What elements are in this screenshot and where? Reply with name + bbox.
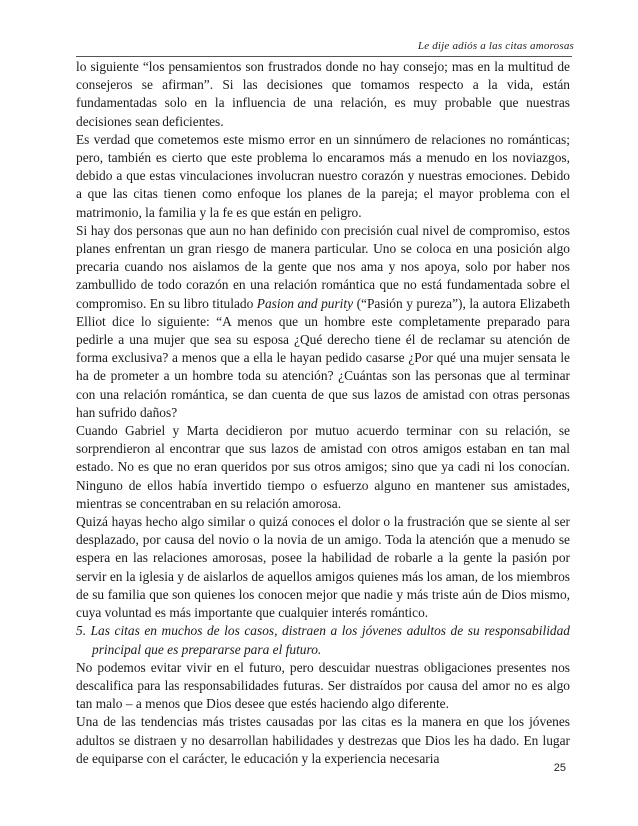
paragraph: Quizá hayas hecho algo similar o quizá conoces el dolor o la frustración que se siente al ser desplazado, por causa del novio o la novia de un amigo. Toda la atención que a menudo se espera en las relaciones amorosas, posee la habilidad de robarle a la gente la pasión por servir en la iglesia y de aislarlos de aquellos amigos quienes más los aman, de los miembros de su familia que son quienes los conocen mejor que nadie y más triste aún de Dios mismo, cuya voluntad es más importante que cualquier interés romántico. (76, 514, 570, 621)
paragraph: Una de las tendencias más tristes causadas por las citas es la manera en que los jóvenes adultos se distraen y no desarrollan habilidades y destrezas que Dios les ha dado. En lugar de equiparse con el carácter, le educación y la experiencia necesaria (76, 714, 570, 766)
header-divider (76, 56, 572, 57)
book-title: Pasion and purity (256, 295, 354, 311)
paragraph: Cuando Gabriel y Marta decidieron por mutuo acuerdo terminar con su relación, se sorprendieron al encontrar que sus lazos de amistad con otros amigos estaban en tan mal estado. No es que no eran queridos por sus otros amigos; sino que ya cadi ni los conocían. Ninguno de ellos había invertido tiempo o esfuerzo alguno en mantener sus amistades, mientras se concentraban en su relación amorosa. (76, 423, 570, 511)
section-heading: 5. Las citas en muchos de los casos, distraen a los jóvenes adultos de su responsabilidad principal que es prepararse para el futuro. (76, 623, 570, 657)
paragraph: lo siguiente “los pensamientos son frustrados donde no hay consejo; mas en la multitud de consejeros se afirman”. Si las decisiones que tomamos respecto a la vida, están fundamentadas solo en la influencia de una relación, es muy probable que nuestras decisiones sean deficientes. (76, 59, 570, 129)
paragraph (76, 222, 570, 422)
page-number: 25 (553, 762, 566, 774)
paragraph-text: (“Pasión y pureza”), la autora Elizabeth Elliot dice lo siguiente: “A menos que un hombre este completamente preparado para pedirle a una mujer que sea su esposa ¿Qué derecho tiene él de reclamar su atención de forma exclusiva? a menos que a ella le hayan pedido casarse ¿Por qué una mujer sensata le ha de prometer a un hombre toda su atención? ¿Cuántas son las personas que al terminar con una relación romántica, se dan cuenta de que sus lazos de amistad con otras personas han sufrido daños? (76, 295, 571, 420)
body-text (76, 58, 570, 768)
running-header: Le dije adiós a las citas amorosas (417, 40, 574, 52)
paragraph: Es verdad que cometemos este mismo error en un sinnúmero de relaciones no románticas; pero, también es cierto que este problema lo encaramos más a menudo en los noviazgos, debido a que estas vinculaciones involucran nuestro corazón y nuestras emociones. Debido a que las citas tienen como enfoque los planes de la pareja; el mayor problema con el matrimonio, la familia y la fe es que están en peligro. (76, 131, 570, 220)
paragraph-text: Si hay dos personas que aun no han definido con precisión cual nivel de compromiso, estos planes enfrentan un gran riesgo de manera particular. Uno se coloca en una posición algo precaria cuando nos aislamos de la gente que nos ama y nos apoya, solo por haber nos zambullido de todo corazón en una relación romántica que no está fundamentada sobre el compromiso. En su libro titulado (76, 222, 570, 311)
paragraph: No podemos evitar vivir en el futuro, pero descuidar nuestras obligaciones presentes nos descalifica para las responsabilidades futuras. Ser distraídos por causa del amor no es algo tan malo – a menos que Dios desee que estés haciendo algo diferente. (76, 659, 570, 712)
